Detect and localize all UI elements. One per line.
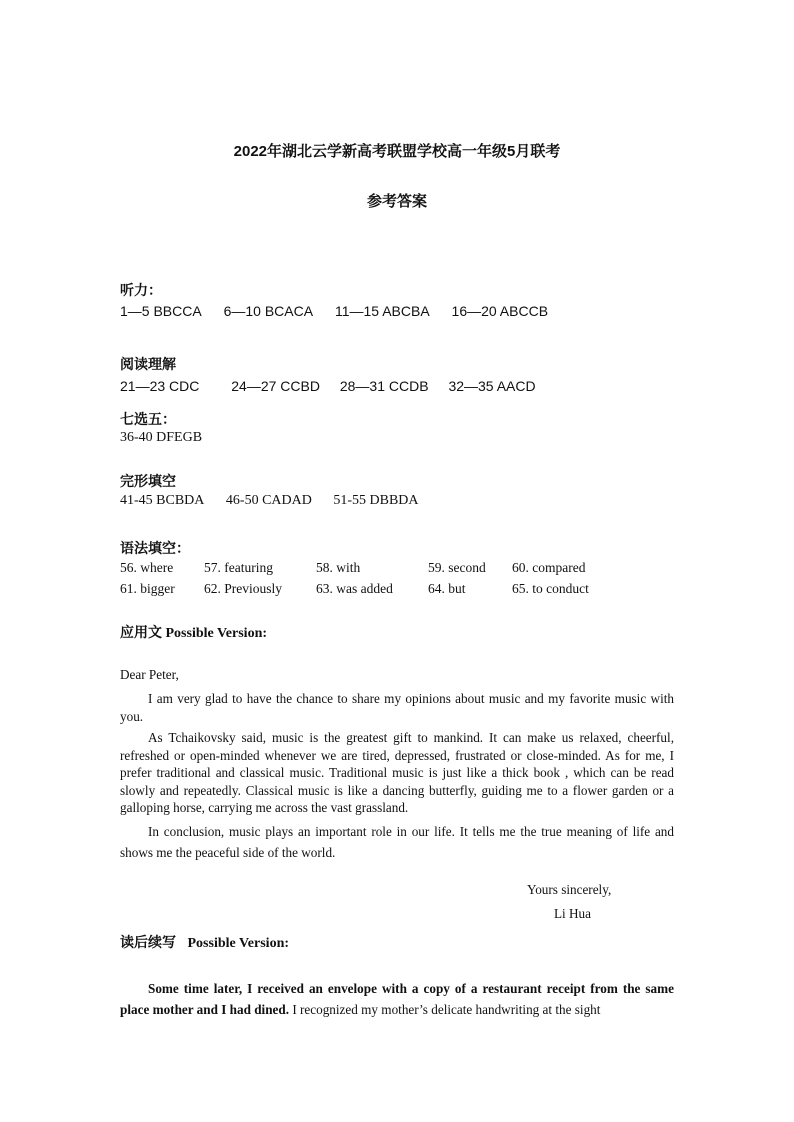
continuation-heading bbox=[120, 932, 289, 952]
writing-heading: 应用文 Possible Version: bbox=[120, 626, 268, 641]
grammar-answer-57: 57. featuring bbox=[204, 560, 273, 575]
grammar-answer-65: 65. to conduct bbox=[512, 581, 589, 596]
page-subtitle: 参考答案 bbox=[366, 193, 427, 210]
continuation-heading-cn: 读后续写 bbox=[120, 934, 176, 950]
grammar-row-2 bbox=[120, 581, 632, 597]
grammar-heading: 语法填空： bbox=[120, 540, 190, 556]
writing-paragraph-2: As Tchaikovsky said, music is the greatest gift to mankind. It can make us relaxed, cheerful, refreshed or open-minded whenever we are tired, depressed, frustrated or close-minded. As for me, I prefer traditional and classical music. Traditional music is just like a thick book , which can be read slowly and repeatedly. Classical music is like a dancing butterfly, guiding me to a flower garden or a galloping horse, carrying me across the vast grassland. bbox=[120, 730, 674, 815]
writing-paragraph-3: In conclusion, music plays an important role in our life. It tells me the true meaning of life and shows me the peaceful side of the world. bbox=[120, 824, 674, 860]
continuation-heading-en: Possible Version: bbox=[187, 936, 290, 951]
reading-answer-2: 24—27 CCBD bbox=[231, 378, 320, 394]
grammar-answer-58: 58. with bbox=[316, 560, 361, 575]
grammar-answer-61: 61. bigger bbox=[120, 581, 175, 596]
listening-answer-1: 1—5 BBCCA bbox=[120, 303, 202, 319]
continuation-rest: I recognized my mother’s delicate handwriting at the sight bbox=[289, 1002, 601, 1017]
cloze-answer-3: 51-55 DBBDA bbox=[333, 493, 419, 508]
grammar-answer-59: 59. second bbox=[428, 560, 486, 575]
continuation-paragraph bbox=[120, 978, 674, 1020]
writing-signature: Li Hua bbox=[554, 906, 591, 921]
grammar-row-1 bbox=[120, 560, 632, 576]
reading-heading: 阅读理解 bbox=[120, 356, 176, 372]
grammar-answer-63: 63. was added bbox=[316, 581, 393, 596]
reading-answers bbox=[120, 378, 536, 394]
writing-closing: Yours sincerely, bbox=[527, 882, 612, 897]
grammar-answer-60: 60. compared bbox=[512, 560, 586, 575]
cloze-answers bbox=[120, 493, 419, 509]
grammar-answer-64: 64. but bbox=[428, 581, 466, 596]
listening-answer-2: 6—10 BCACA bbox=[223, 303, 314, 319]
seven-five-heading: 七选五： bbox=[120, 411, 176, 427]
writing-paragraph-1: I am very glad to have the chance to share my opinions about music and my favorite music with you. bbox=[120, 691, 674, 724]
listening-answer-3: 11—15 ABCBA bbox=[334, 303, 430, 319]
reading-answer-3: 28—31 CCDB bbox=[339, 378, 429, 394]
writing-salutation: Dear Peter, bbox=[120, 667, 179, 682]
cloze-heading: 完形填空 bbox=[120, 473, 176, 489]
cloze-answer-2: 46-50 CADAD bbox=[225, 493, 312, 508]
reading-answer-1: 21—23 CDC bbox=[120, 378, 200, 394]
page-title: 2022年湖北云学新高考联盟学校高一年级5月联考 bbox=[233, 143, 561, 160]
seven-five-answer: 36-40 DFEGB bbox=[120, 430, 203, 445]
grammar-answer-62: 62. Previously bbox=[204, 581, 283, 596]
listening-answer-4: 16—20 ABCCB bbox=[451, 303, 549, 319]
cloze-answer-1: 41-45 BCBDA bbox=[120, 493, 205, 508]
reading-answer-4: 32—35 AACD bbox=[448, 378, 536, 394]
listening-answers bbox=[120, 303, 548, 319]
continuation-bold-start: Some time later, I received an envelope with a copy of a restaurant receipt from the same place mother and I had dined. bbox=[120, 981, 674, 1017]
listening-heading: 听力： bbox=[120, 282, 162, 298]
grammar-answer-56: 56. where bbox=[120, 560, 174, 575]
